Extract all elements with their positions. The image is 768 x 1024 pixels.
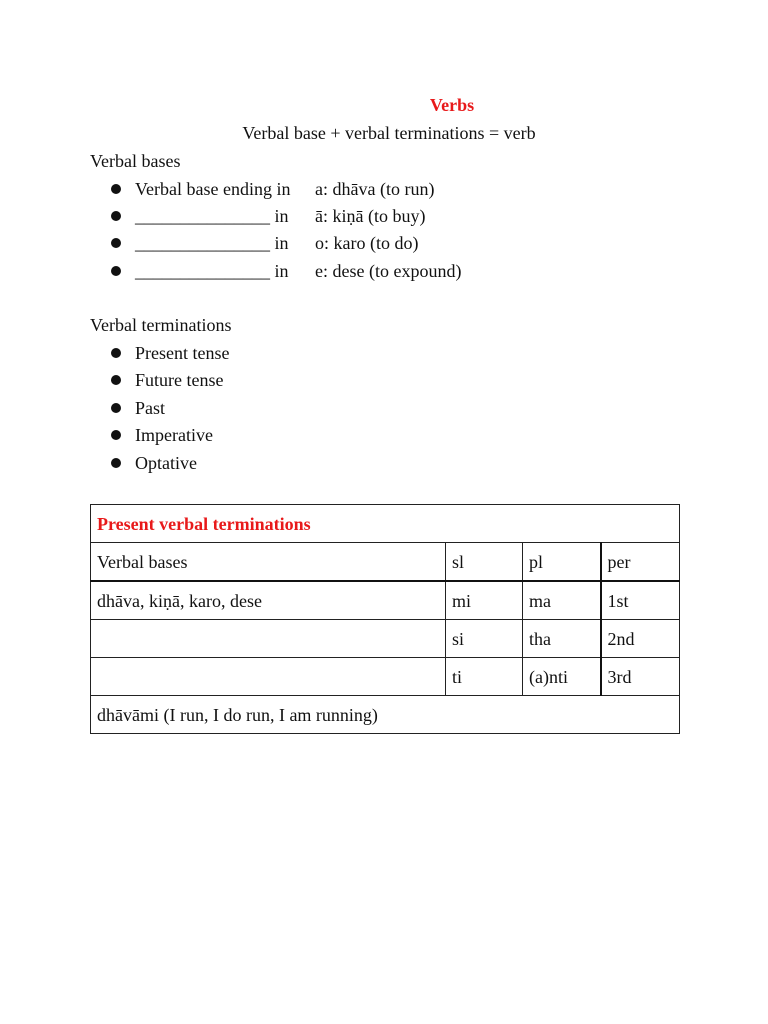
- table-cell: [91, 658, 446, 696]
- table-cell: dhāva, kiṇā, karo, dese: [91, 581, 446, 620]
- table-cell: [91, 620, 446, 658]
- bases-item-example: a: dhāva (to run): [315, 179, 435, 199]
- page-title: Verbs: [429, 95, 475, 115]
- table-header-cell: per: [601, 543, 680, 582]
- terminations-item-label: Future tense: [135, 370, 224, 390]
- bases-item-prefix: _______________ in: [135, 206, 289, 226]
- bullet-icon: [111, 403, 121, 413]
- bullet-icon: [111, 430, 121, 440]
- terminations-item-label: Present tense: [135, 343, 230, 363]
- table-header-row: [91, 543, 680, 582]
- table-cell: tha: [523, 620, 601, 658]
- bullet-icon: [111, 211, 121, 221]
- bases-list-item: [111, 207, 425, 225]
- table-cell: 1st: [601, 581, 680, 620]
- bases-item-prefix: _______________ in: [135, 233, 289, 253]
- bases-list-item: [111, 234, 418, 252]
- terminations-list-item: [111, 344, 229, 362]
- terminations-item-label: Imperative: [135, 425, 213, 445]
- bullet-icon: [111, 458, 121, 468]
- terminations-list-item: [111, 454, 197, 472]
- table-cell: si: [446, 620, 523, 658]
- table-cell: ti: [446, 658, 523, 696]
- terminations-item-label: Optative: [135, 453, 197, 473]
- bullet-icon: [111, 375, 121, 385]
- bases-list-item: [111, 262, 461, 280]
- terminations-list-item: [111, 371, 223, 389]
- bullet-icon: [111, 238, 121, 248]
- table-cell: 2nd: [601, 620, 680, 658]
- bases-item-example: e: dese (to expound): [315, 261, 462, 281]
- page-subtitle: Verbal base + verbal terminations = verb: [242, 123, 536, 143]
- table-footer: dhāvāmi (I run, I do run, I am running): [91, 696, 680, 734]
- terminations-item-label: Past: [135, 398, 166, 418]
- terminations-table: [90, 504, 680, 734]
- terminations-list-item: [111, 426, 213, 444]
- table-header-cell: sl: [446, 543, 523, 582]
- bases-list-item: [111, 180, 434, 198]
- bases-item-example: ā: kiṇā (to buy): [315, 206, 426, 226]
- bases-heading: Verbal bases: [90, 151, 181, 171]
- table-cell: (a)nti: [523, 658, 601, 696]
- table-cell: ma: [523, 581, 601, 620]
- table-row: [91, 581, 680, 620]
- bullet-icon: [111, 266, 121, 276]
- bases-item-example: o: karo (to do): [315, 233, 419, 253]
- terminations-heading: Verbal terminations: [90, 315, 232, 335]
- table-title-row: [91, 505, 680, 543]
- bullet-icon: [111, 184, 121, 194]
- terminations-list-item: [111, 399, 165, 417]
- table-cell: mi: [446, 581, 523, 620]
- bullet-icon: [111, 348, 121, 358]
- bases-item-prefix: Verbal base ending in: [135, 179, 291, 199]
- table-header-cell: Verbal bases: [91, 543, 446, 582]
- table-header-cell: pl: [523, 543, 601, 582]
- bases-item-prefix: _______________ in: [135, 261, 289, 281]
- table-footer-row: [91, 696, 680, 734]
- table-title: Present verbal terminations: [91, 505, 680, 543]
- table-row: [91, 658, 680, 696]
- table-row: [91, 620, 680, 658]
- table-cell: 3rd: [601, 658, 680, 696]
